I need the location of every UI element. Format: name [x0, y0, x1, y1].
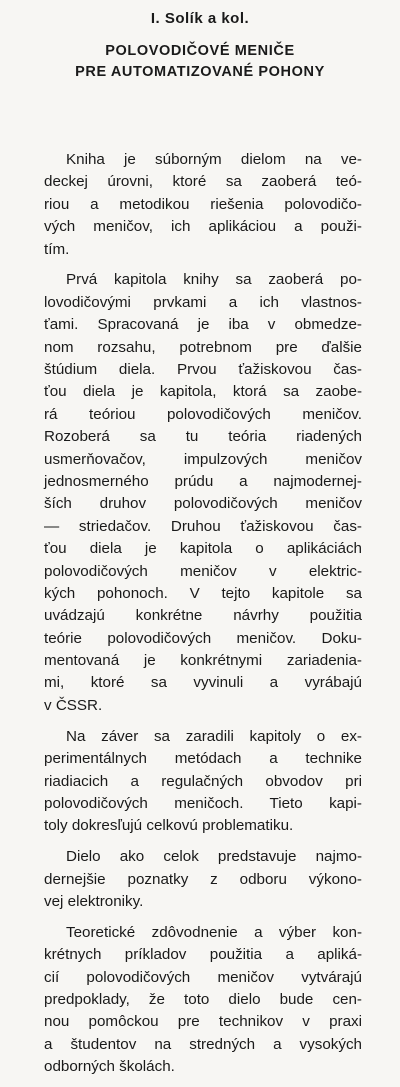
text-line: vých meničov, ich aplikáciou a použi- — [44, 218, 362, 236]
text-line: nom rozsahu, potrebnom pre ďalšie — [44, 338, 362, 356]
text-line: krétnych príkladov použitia a apliká- — [44, 946, 362, 964]
text-line: Prvá kapitola knihy sa zaoberá po- — [66, 271, 362, 289]
text-line: dernejšie poznatky z odboru výkono- — [44, 870, 362, 888]
text-line: uvádzajú konkrétne návrhy použitia — [44, 607, 362, 625]
text-line: tím. — [44, 240, 70, 258]
text-line: toly dokresľujú celkovú problematiku. — [44, 817, 294, 835]
text-line: štúdium diela. Prvou ťažiskovou čas- — [44, 361, 362, 379]
paragraph — [44, 149, 362, 261]
paragraph — [44, 922, 362, 1079]
text-line: v ČSSR. — [44, 696, 103, 714]
text-line: perimentálnych metódach a technike — [44, 750, 362, 768]
text-line: Dielo ako celok predstavuje najmo- — [66, 848, 362, 866]
text-line: cií polovodičových meničov vytvárajú — [44, 968, 362, 986]
text-line: deckej úrovni, ktoré sa zaoberá teó- — [44, 173, 362, 191]
paragraph — [44, 269, 362, 717]
text-line: Rozoberá sa tu teória riadených — [44, 428, 362, 446]
text-line: Kniha je súborným dielom na ve- — [66, 151, 362, 168]
paragraph — [44, 846, 362, 913]
text-line: rá teóriou polovodičových meničov. — [44, 405, 362, 423]
text-line: Na záver sa zaradili kapitoly o ex- — [66, 727, 362, 745]
text-line: lovodičovými prvkami a ich vlastnos- — [44, 293, 362, 311]
text-line: vej elektroniky. — [44, 893, 144, 910]
text-line: riadiacich a regulačných obvodov pri — [44, 772, 362, 790]
description-text — [44, 149, 362, 1087]
text-line: polovodičových meničoch. Tieto kapi- — [44, 794, 362, 812]
text-line: a študentov na stredných a vysokých — [44, 1035, 362, 1053]
paragraph — [44, 726, 362, 838]
text-line: ťami. Spracovaná je iba v obmedze- — [44, 316, 362, 334]
text-line: mentovaná je konkrétnymi zariadenia- — [44, 652, 362, 670]
title-line-1: POLOVODIČOVÉ MENIČE — [105, 43, 295, 59]
text-line: odborných školách. — [44, 1058, 175, 1076]
text-line: polovodičových meničov v elektric- — [44, 562, 362, 580]
text-line: mi, ktoré sa vyvinuli a vyrábajú — [44, 674, 362, 692]
text-line: nou pomôckou pre technikov v praxi — [44, 1013, 362, 1031]
text-line: Teoretické zdôvodnenie a výber kon- — [66, 923, 362, 941]
title-line-2: PRE AUTOMATIZOVANÉ POHONY — [75, 64, 325, 80]
text-line: teórie polovodičových meničov. Doku- — [44, 629, 362, 647]
text-line: ťou diela je kapitola o aplikáciách — [44, 540, 362, 558]
text-line: — striedačov. Druhou ťažiskovou čas- — [44, 517, 362, 535]
text-line: ťou diela je kapitola, ktorá sa zaobe- — [44, 383, 362, 401]
text-line: jednosmerného prúdu a najmodernej- — [44, 472, 362, 490]
text-line: kých pohonoch. V tejto kapitole sa — [44, 584, 362, 602]
text-line: ších druhov polovodičových meničov — [44, 495, 362, 513]
text-line: usmerňovačov, impulzových meničov — [44, 450, 362, 468]
text-line: predpoklady, že toto dielo bude cen- — [44, 991, 362, 1009]
text-line: riou a metodikou riešenia polovodičo- — [44, 195, 362, 213]
book-title — [0, 41, 400, 83]
author-line: I. Solík a kol. — [150, 10, 250, 27]
